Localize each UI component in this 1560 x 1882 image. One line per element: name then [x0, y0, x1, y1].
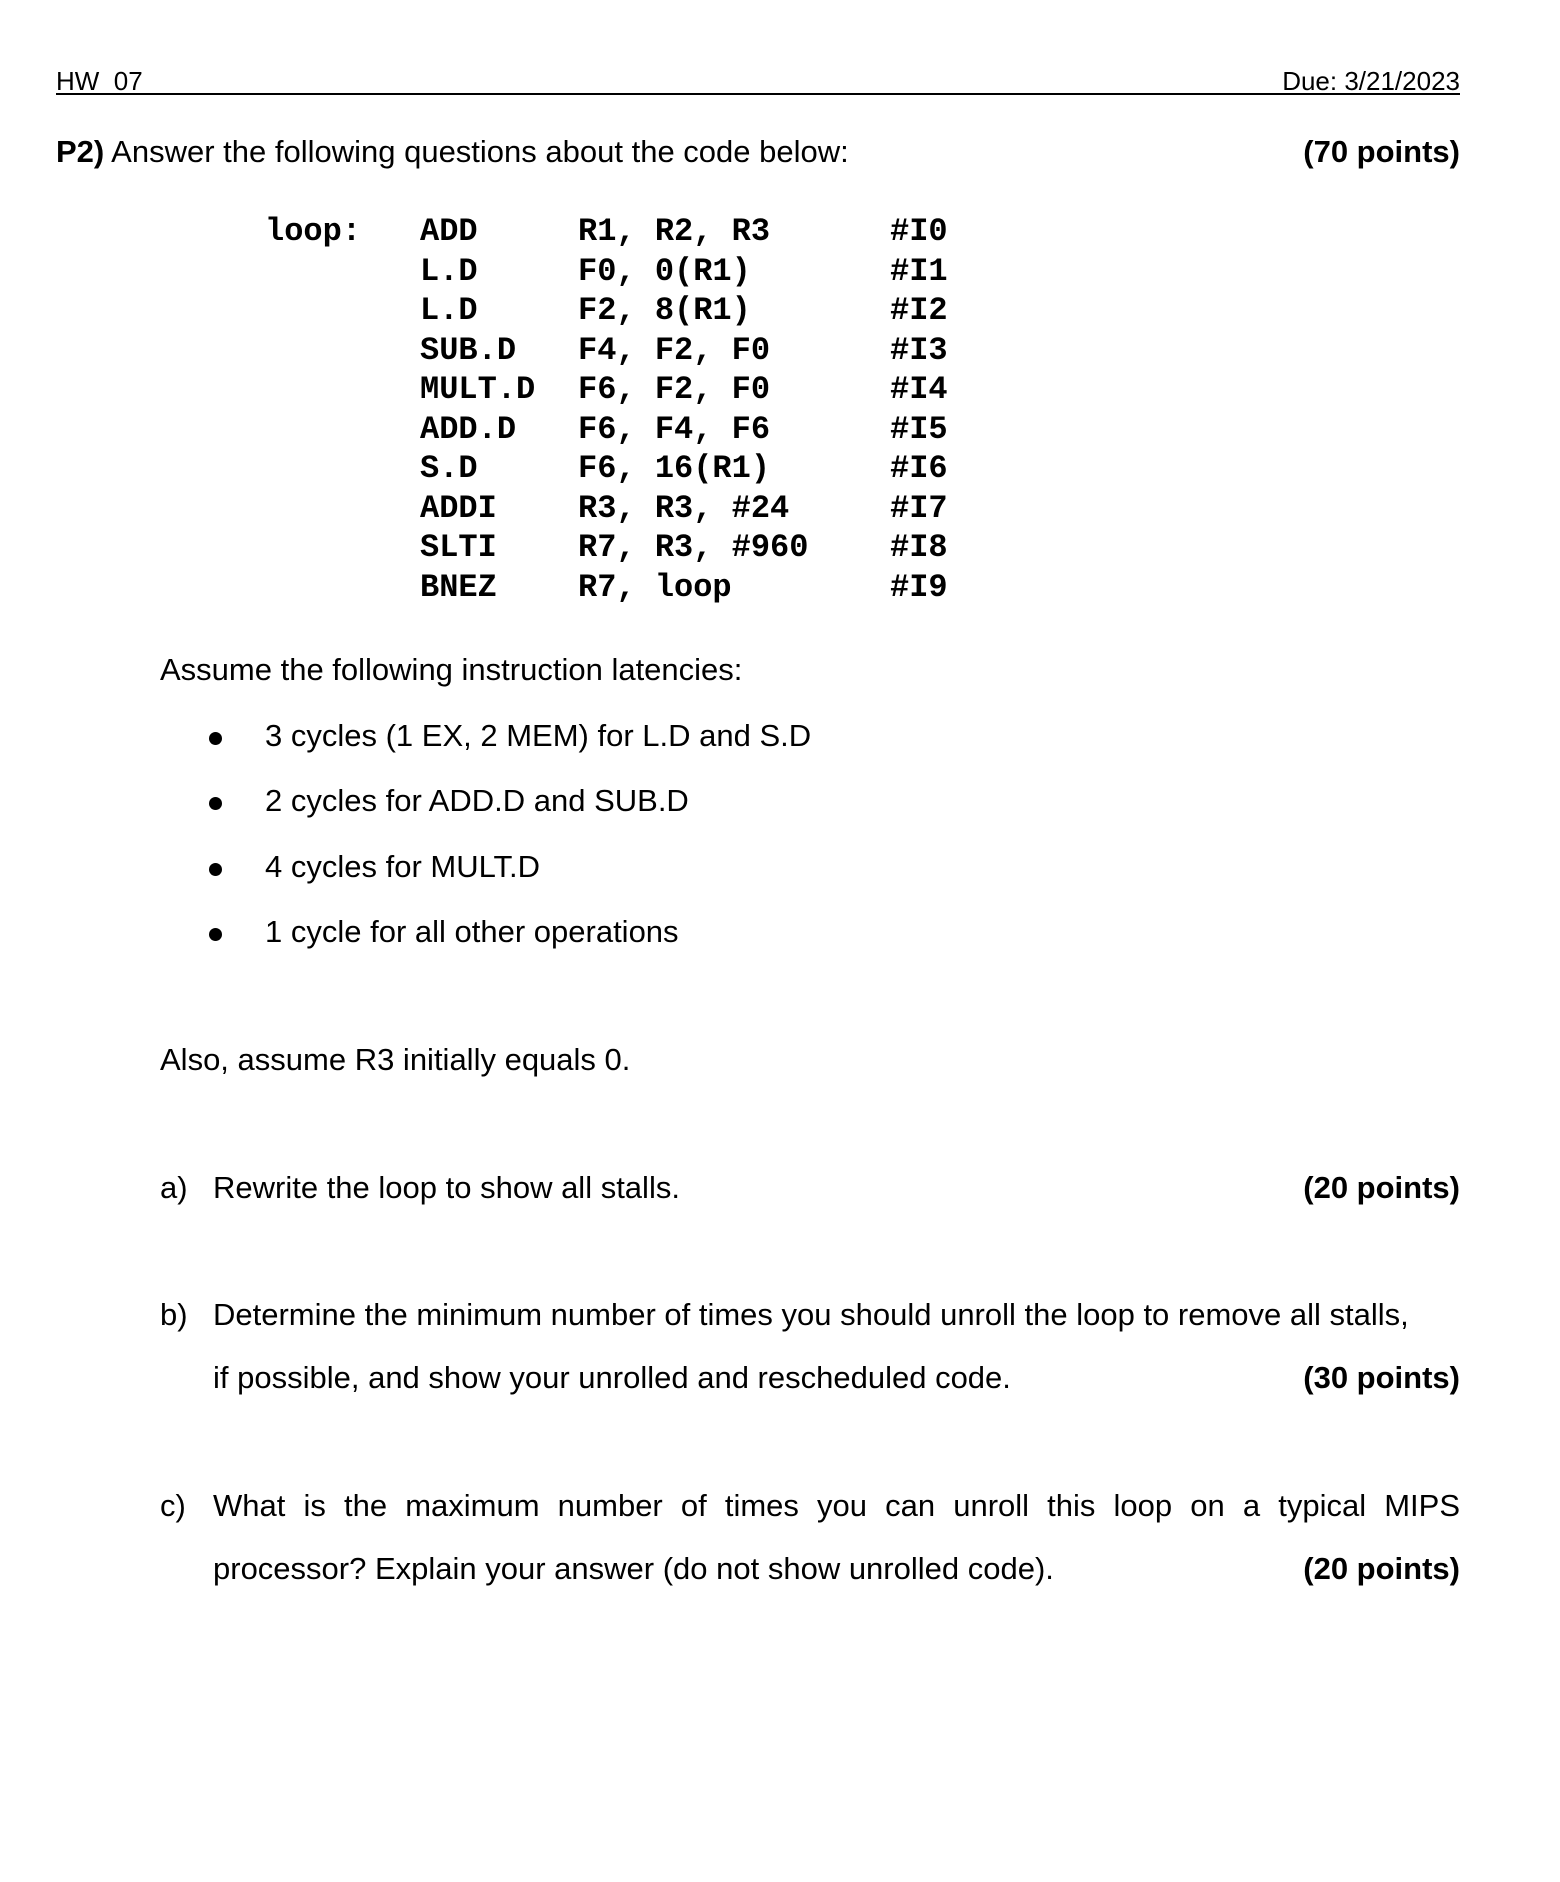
question-c-line2: processor? Explain your answer (do not show unrolled code). [213, 1551, 1054, 1586]
code-operands: R1, R2, R3 [578, 213, 771, 250]
latency-intro: Assume the following instruction latencies: [160, 652, 743, 687]
code-tag: #I9 [890, 568, 948, 606]
code-operands: R7, R3, #960 [578, 529, 809, 566]
latency-item [160, 914, 811, 979]
code-tag: #I1 [890, 252, 948, 290]
code-label [265, 252, 420, 292]
question-c-points: (20 points) [1303, 1551, 1460, 1586]
question-b-points: (30 points) [1303, 1360, 1460, 1395]
problem-label: P2) [56, 134, 105, 169]
code-row [265, 449, 1010, 489]
code-row [265, 568, 1010, 608]
header-course: HW_07 [56, 66, 143, 96]
code-tag: #I2 [890, 292, 948, 329]
code-label [265, 568, 420, 608]
problem-prompt: Answer the following questions about the code below: [111, 134, 849, 169]
code-listing [265, 212, 1010, 607]
code-opcode: L.D [420, 252, 478, 290]
code-label [265, 449, 420, 489]
code-operands: F6, F2, F0 [578, 371, 771, 408]
bullet-icon [209, 863, 222, 876]
code-tag: #I5 [890, 410, 948, 448]
question-b-line1: Determine the minimum number of times you should unroll the loop to remove all stalls, [213, 1297, 1409, 1332]
header-rule [56, 93, 1460, 95]
code-tag: #I8 [890, 529, 948, 566]
code-label: loop: [265, 213, 362, 250]
question-b-letter: b) [160, 1297, 188, 1332]
code-row [265, 252, 1010, 292]
bullet-icon [209, 732, 222, 745]
bullet-icon [209, 928, 222, 941]
latency-item [160, 783, 811, 848]
code-tag: #I0 [890, 213, 948, 250]
code-opcode: ADD.D [420, 410, 517, 448]
code-opcode: ADD [420, 213, 478, 250]
code-label [265, 370, 420, 410]
code-label [265, 291, 420, 331]
question-a-text: Rewrite the loop to show all stalls. [213, 1170, 680, 1205]
code-label [265, 528, 420, 568]
question-b-line2: if possible, and show your unrolled and rescheduled code. [213, 1360, 1011, 1395]
header-due-date: Due: 3/21/2023 [1282, 66, 1460, 96]
code-row [265, 410, 1010, 450]
code-tag: #I6 [890, 450, 948, 487]
code-opcode: SLTI [420, 529, 497, 566]
code-operands: R3, R3, #24 [578, 489, 790, 527]
code-row [265, 489, 1010, 529]
code-opcode: ADDI [420, 489, 497, 527]
code-tag: #I7 [890, 489, 948, 527]
bullet-icon [209, 797, 222, 810]
code-label [265, 410, 420, 450]
code-opcode: S.D [420, 450, 478, 487]
question-c-letter: c) [160, 1488, 186, 1523]
code-label [265, 331, 420, 371]
code-operands: F4, F2, F0 [578, 331, 771, 369]
problem-points: (70 points) [1303, 134, 1460, 169]
latency-text: 2 cycles for ADD.D and SUB.D [265, 783, 689, 819]
code-row [265, 291, 1010, 331]
code-opcode: SUB.D [420, 331, 517, 369]
question-a-points: (20 points) [1303, 1170, 1460, 1205]
latency-item [160, 849, 811, 914]
latency-item [160, 718, 811, 783]
question-a-letter: a) [160, 1170, 188, 1205]
code-tag: #I4 [890, 371, 948, 408]
code-operands: F6, 16(R1) [578, 450, 771, 487]
code-opcode: MULT.D [420, 371, 536, 408]
code-row [265, 331, 1010, 371]
code-opcode: L.D [420, 292, 478, 329]
code-opcode: BNEZ [420, 568, 497, 606]
code-row [265, 212, 1010, 252]
problem-heading [56, 134, 849, 170]
assumption-text: Also, assume R3 initially equals 0. [160, 1042, 631, 1077]
latency-text: 3 cycles (1 EX, 2 MEM) for L.D and S.D [265, 718, 812, 753]
code-tag: #I3 [890, 331, 948, 369]
code-operands: F0, 0(R1) [578, 252, 751, 290]
latency-text: 1 cycle for all other operations [265, 913, 679, 949]
code-operands: F2, 8(R1) [578, 292, 751, 329]
code-operands: F6, F4, F6 [578, 410, 771, 448]
latency-list [160, 718, 811, 979]
question-c-line1: What is the maximum number of times you can unroll this loop on a typical MIPS [213, 1488, 1460, 1523]
code-operands: R7, loop [578, 568, 732, 606]
latency-text: 4 cycles for MULT.D [265, 848, 541, 884]
code-row [265, 370, 1010, 410]
code-row [265, 528, 1010, 568]
code-label [265, 489, 420, 529]
